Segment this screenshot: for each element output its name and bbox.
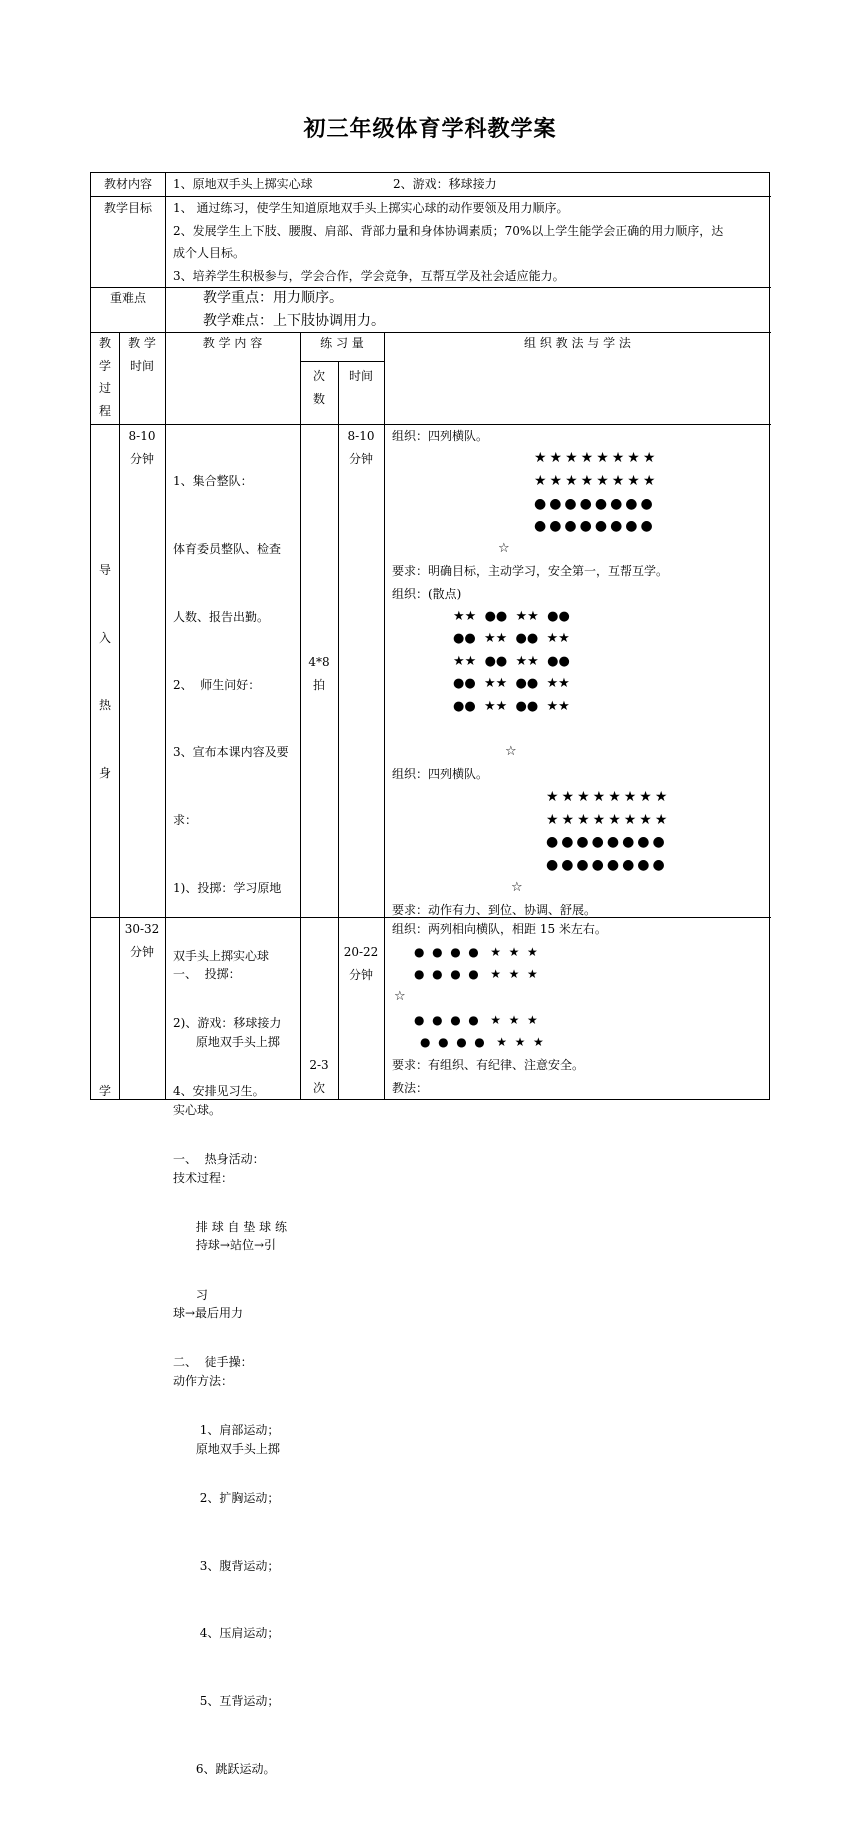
goal-line: 3、培养学生积极参与，学会合作，学会竞争，互帮互学及社会适应能力。 bbox=[173, 268, 565, 283]
org-2: 组织：(散点) bbox=[392, 587, 462, 601]
formation-row: ★★★★★★★★ bbox=[546, 789, 671, 805]
formation-row: ●●●●●●●● bbox=[546, 857, 668, 873]
material-item-2: 2、游戏：移球接力 bbox=[393, 177, 497, 191]
stage-char: 入 bbox=[98, 631, 111, 645]
scatter-row: ●● ★★ ●● ★★ bbox=[453, 631, 570, 646]
key-difficulty: 教学难点：上下肢协调用力。 bbox=[203, 313, 385, 329]
header-content: 教 学 内 容 bbox=[202, 336, 263, 350]
formation-row: ●●●●●●●● bbox=[534, 496, 656, 512]
formation-row: ★★★★★★★★ bbox=[534, 473, 659, 489]
scatter-row: ★★ ●● ★★ ●● bbox=[453, 654, 570, 669]
section1-reps: 4*8 拍 bbox=[308, 655, 330, 692]
throw-line: ● ● ● ● ★ ★ ★ bbox=[414, 945, 538, 959]
section2-duration: 20-22 分钟 bbox=[343, 945, 379, 982]
section2-teach-time: 30-32 分钟 bbox=[124, 922, 160, 959]
stage-char: 身 bbox=[98, 766, 111, 780]
goals-label: 教学目标 bbox=[103, 201, 152, 215]
scatter-row: ●● ★★ ●● ★★ bbox=[453, 676, 570, 691]
material-label: 教材内容 bbox=[103, 177, 152, 191]
teacher-mark: ☆ bbox=[511, 880, 523, 895]
org-1: 组织：四列横队。 bbox=[392, 429, 489, 443]
key-focus: 教学重点：用力顺序。 bbox=[203, 290, 343, 306]
stage-char: 导 bbox=[98, 563, 111, 577]
section1-duration: 8-10 分钟 bbox=[347, 429, 375, 466]
org-3: 组织：四列横队。 bbox=[392, 767, 489, 781]
lesson-plan-table bbox=[90, 172, 770, 1777]
formation-row: ●●●●●●●● bbox=[546, 834, 668, 850]
header-duration: 时间 bbox=[348, 369, 373, 383]
header-method: 组 织 教 法 与 学 法 bbox=[524, 336, 631, 350]
section2-reps: 2-3 次 bbox=[309, 1058, 329, 1095]
scatter-row: ★★ ●● ★★ ●● bbox=[453, 609, 570, 624]
goal-line: 1、 通过练习，使学生知道原地双手头上掷实心球的动作要领及用力顺序。 bbox=[173, 201, 569, 215]
org-section2: 组织：两列相向横队，相距 15 米左右。 bbox=[392, 922, 607, 936]
goal-line: 成个人目标。 bbox=[173, 246, 246, 261]
stage-char: 热 bbox=[98, 698, 111, 712]
section2-content: 一、 投掷： 原地双手头上掷 实心球。 技术过程： 持球→站位→引 球→最后用力 动作方法： 原地双手头上掷 bbox=[173, 967, 280, 1456]
req-2: 要求：动作有力、到位、协调、舒展。 bbox=[392, 903, 597, 917]
throw-line: ● ● ● ● ★ ★ ★ bbox=[420, 1035, 544, 1049]
teacher-mark: ☆ bbox=[505, 744, 517, 759]
header-process: 教 学 过 程 bbox=[98, 336, 111, 418]
throw-line: ● ● ● ● ★ ★ ★ bbox=[414, 1013, 538, 1027]
req-section2: 要求：有组织、有纪律、注意安全。 bbox=[392, 1058, 585, 1072]
scatter-row: ●● ★★ ●● ★★ bbox=[453, 699, 570, 714]
formation-row: ★★★★★★★★ bbox=[546, 812, 671, 828]
goal-line: 2、发展学生上下肢、腰腹、肩部、背部力量和身体协调素质；70%以上学生能学会正确的用力顺序，达 bbox=[173, 223, 724, 238]
material-item-1: 1、原地双手头上掷实心球 bbox=[173, 177, 313, 191]
method-section2: 教法： bbox=[392, 1081, 429, 1095]
stage-char: 学 bbox=[98, 1084, 111, 1098]
throw-line: ● ● ● ● ★ ★ ★ bbox=[414, 967, 538, 981]
section1-content: 1、集合整队： 体育委员整队、检查 人数、报告出勤。 2、 师生问好： 3、宣布本课内容及要 求： 1)、投掷：学习原地 双手头上掷实心球 2)、游戏：移球接力 4、安排见习生。 一、 热身活动： 排 球 自 垫 球 练 习 二、 徒手操： 1、肩部运动； 2、扩胸运动； 3、腹背运动； 4、压肩运动； 5、互背运动； 6、跳跃运动。 bbox=[173, 474, 289, 1777]
teacher-mark: ☆ bbox=[498, 541, 510, 556]
key-label: 重难点 bbox=[109, 291, 146, 305]
page-title: 初三年级体育学科教学案 bbox=[303, 117, 557, 142]
section1-teach-time: 8-10 分钟 bbox=[128, 429, 156, 466]
header-times: 次 数 bbox=[312, 369, 325, 406]
formation-row: ★★★★★★★★ bbox=[534, 450, 659, 466]
teacher-mark: ☆ bbox=[394, 989, 406, 1004]
req-1: 要求：明确目标，主动学习，安全第一，互帮互学。 bbox=[392, 564, 669, 578]
header-amount: 练 习 量 bbox=[320, 336, 364, 350]
formation-row: ●●●●●●●● bbox=[534, 518, 656, 534]
header-time: 教 学 时间 bbox=[128, 336, 156, 373]
